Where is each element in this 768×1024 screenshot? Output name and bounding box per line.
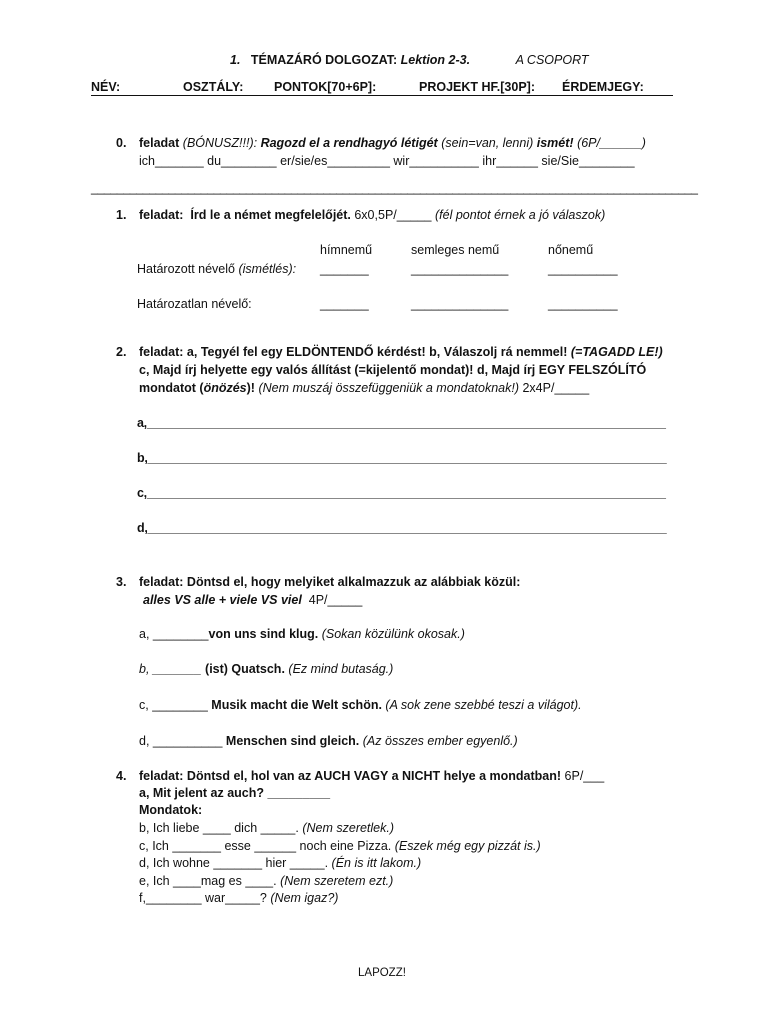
task-1-instruction: feladat: Írd le a német megfelelőjét. 6x0,5P/_____ (fél pontot érnek a jó válaszok) [139,208,606,222]
answer-blank[interactable]: ______________ [411,262,509,276]
field-projekt: PROJEKT HF.[30P]: [419,80,535,94]
answer-line-d[interactable]: d,______________________________________________________________________________ [137,521,667,535]
task-2-line-1: feladat: a, Tegyél fel egy ELDÖNTENDŐ kérdést! b, Válaszolj rá nemmel! (=TAGADD LE!) [139,345,663,359]
answer-blank[interactable]: _______ [320,262,369,276]
task-3-options: alles VS alle + viele VS viel 4P/_____ [143,593,363,607]
answer-blank[interactable]: __________ [548,262,618,276]
field-nev: NÉV: [91,80,121,94]
task-0-conjugation-blanks: ich_______ du________ er/sie/es_________ wir__________ ihr______ sie/Sie________ [139,154,635,168]
column-header-masculine: hímnemű [320,243,373,257]
field-erdemjegy: ÉRDEMJEGY: [562,80,644,94]
row-label-indefinite: Határozatlan névelő: [137,297,252,311]
answer-line-a[interactable]: a,______________________________________________________________________________ [137,416,666,430]
separator-line: ______________________________________________________________________________________________ [91,181,698,195]
task-number: 2. [116,345,127,359]
task-4-question-a: a, Mit jelent az auch? _________ [139,786,331,800]
task-3-item-b: b, _______ (ist) Quatsch. (Ez mind butaság.) [139,662,394,676]
task-number: 0. [116,136,127,150]
task-3-item-d: d, __________ Menschen sind gleich. (Az összes ember egyenlő.) [139,734,518,748]
answer-line-c[interactable]: c,______________________________________________________________________________ [137,486,666,500]
header-underline [91,95,673,96]
field-pontok: PONTOK[70+6P]: [274,80,377,94]
document-title: 1. TÉMAZÁRÓ DOLGOZAT: Lektion 2-3. A CSOPORT [230,53,589,67]
task-3-instruction: feladat: Döntsd el, hogy melyiket alkalmazzuk az alábbiak közül: [139,575,521,589]
column-header-feminine: nőnemű [548,243,594,257]
task-4-item-e: e, Ich ____mag es ____. (Nem szeretem ezt.) [139,874,394,888]
answer-blank[interactable]: ______________ [411,297,509,311]
task-2-line-2: c, Majd írj helyette egy valós állítást (=kijelentő mondat)! d, Majd írj EGY FELSZÓLÍTÓ [139,363,647,377]
task-4-instruction: feladat: Döntsd el, hol van az AUCH VAGY a NICHT helye a mondatban! 6P/___ [139,769,605,783]
task-number: 3. [116,575,127,589]
answer-blank[interactable]: _______ [320,297,369,311]
task-4-item-c: c, Ich _______ esse ______ noch eine Pizza. (Eszek még egy pizzát is.) [139,839,541,853]
answer-blank[interactable]: __________ [548,297,618,311]
footer-turn-page: LAPOZZ! [358,967,406,979]
task-number: 1. [116,208,127,222]
task-4-item-f: f,________ war_____? (Nem igaz?) [139,891,339,905]
task-2-line-3: mondatot (önözés)! (Nem muszáj összefüggeniük a mondatoknak!) 2x4P/_____ [139,381,590,395]
task-3-item-c: c, ________ Musik macht die Welt schön. (A sok zene szebbé teszi a világot). [139,698,582,712]
row-label-definite: Határozott névelő (ismétlés): [137,262,297,276]
task-4-item-d: d, Ich wohne _______ hier _____. (Én is itt lakom.) [139,856,422,870]
task-3-item-a: a, ________von uns sind klug. (Sokan közülünk okosak.) [139,627,465,641]
task-0-instruction: feladat (BÓNUSZ!!!): Ragozd el a rendhagyó létigét (sein=van, lenni) ismét! (6P/______) [139,136,646,150]
field-osztaly: OSZTÁLY: [183,80,244,94]
answer-line-b[interactable]: b,______________________________________________________________________________ [137,451,667,465]
column-header-neuter: semleges nemű [411,243,500,257]
task-number: 4. [116,769,127,783]
task-4-mondatok: Mondatok: [139,803,203,817]
task-4-item-b: b, Ich liebe ____ dich _____. (Nem szeretlek.) [139,821,395,835]
